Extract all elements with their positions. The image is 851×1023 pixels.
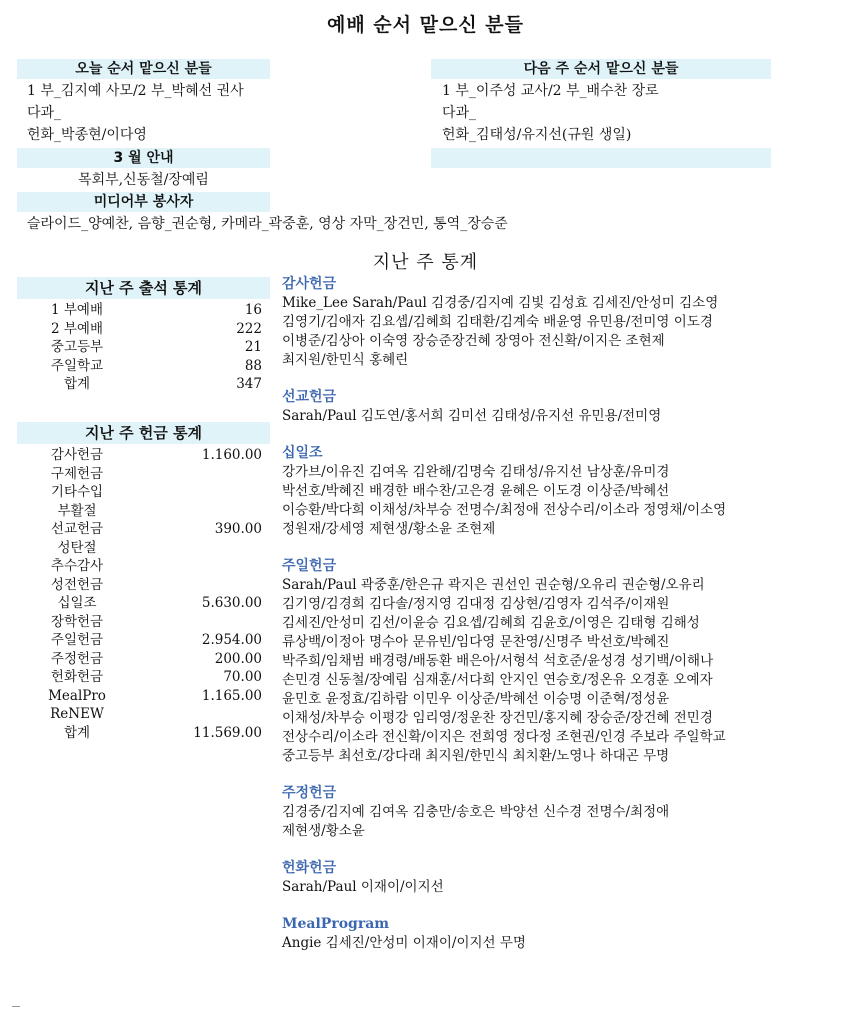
donor-section-body: Sarah/Paul 이재이/이지선: [282, 879, 444, 895]
offering-row-label: 부활절: [57, 502, 97, 519]
offering-row: [22, 687, 262, 706]
offering-row-value: 11.569.00: [193, 724, 262, 741]
donor-section-body: Mike_Lee Sarah/Paul 김경중/김지예 김빛 김성효 김세진/안성미 김소영 김영기/김애자 김요셉/김혜희 김태환/김계숙 배윤영 유민용/전미영 이도경 이병준/김상아 이숙영 장승준장건혜 장영아 전신확/이지은 조현제 최지원/한민식 홍혜린: [282, 295, 719, 368]
today-line-2: 다과_: [27, 105, 62, 121]
attendance-row-label: 1 부예배: [50, 302, 103, 318]
donor-section-title: 선교헌금: [282, 389, 337, 405]
offering-row-value: [132, 465, 262, 484]
next-line-3: 헌화_김태성/유지선(규원 생일): [442, 127, 632, 143]
attendance-header: 지난 주 출석 통계: [17, 277, 270, 299]
attendance-row: [22, 301, 262, 320]
donor-section-title: 주일헌금: [282, 558, 337, 574]
offering-row: [22, 650, 262, 669]
offering-row: [22, 631, 262, 650]
attendance-row-value: 88: [244, 357, 262, 374]
offering-row-value: 5.630.00: [201, 595, 262, 611]
offering-row-value: [132, 613, 262, 632]
offering-row-label: 주정헌금: [50, 650, 104, 667]
offering-row-label: 십일조: [57, 595, 97, 611]
offering-row-label: 장학헌금: [50, 613, 104, 630]
offering-row-value: [132, 557, 262, 576]
donor-section-body: Angie 김세진/안성미 이재이/이지선 무명: [282, 935, 526, 951]
offering-row-value: [132, 705, 262, 724]
attendance-table: [22, 301, 262, 394]
donor-section-title: 주정헌금: [282, 785, 337, 801]
next-line-1: 1 부_이주성 교사/2 부_배수찬 장로: [442, 83, 659, 99]
offering-table: [22, 446, 262, 742]
offering-row: [22, 539, 262, 558]
media-header: 미디어부 봉사자: [17, 192, 270, 212]
attendance-row: [22, 375, 262, 394]
offering-row-label: 선교헌금: [50, 521, 104, 537]
donor-section-title: 십일조: [282, 445, 323, 461]
attendance-row-label: 중고등부: [50, 339, 104, 355]
offering-row: [22, 557, 262, 576]
offering-row: [22, 502, 262, 521]
offering-row: [22, 724, 262, 743]
donor-section: [282, 443, 842, 539]
today-header: 오늘 순서 맡으신 분들: [17, 59, 270, 79]
donor-section-title: 헌화헌금: [282, 860, 337, 876]
stats-title: 지난 주 통계: [372, 252, 479, 273]
donor-section-title: 감사헌금: [282, 276, 337, 292]
attendance-row: [22, 357, 262, 376]
offering-row-label: 성전헌금: [50, 576, 104, 593]
media-text: 슬라이드_양예찬, 음향_권순형, 카메라_곽중훈, 영상 자막_장건민, 통역_장승준: [27, 216, 508, 232]
attendance-row-value: 222: [236, 320, 262, 337]
offering-row-label: 주일헌금: [50, 632, 104, 648]
offering-row-label: 헌화헌금: [50, 669, 104, 685]
next-header: 다음 주 순서 맡으신 분들: [431, 59, 771, 79]
attendance-row-value: 16: [244, 302, 262, 318]
march-text: 목회부,신동철/장예림: [78, 172, 209, 188]
donor-section-title: MealProgram: [282, 916, 390, 932]
donor-section: [282, 914, 842, 953]
offering-row-label: 추수감사: [50, 558, 104, 574]
offering-row-value: [132, 539, 262, 558]
offering-row-value: [132, 502, 262, 521]
offering-row-label: ReNEW: [50, 706, 104, 722]
offering-row-label: MealPro: [48, 687, 106, 704]
next-line-2: 다과_: [442, 105, 477, 121]
donor-section: [282, 274, 842, 370]
offering-row-label: 기타수입: [50, 484, 104, 500]
today-line-3: 헌화_박종현/이다영: [27, 127, 147, 143]
march-header: 3 월 안내: [17, 148, 270, 168]
offering-row-value: 70.00: [223, 669, 262, 685]
offering-row-value: 2.954.00: [201, 632, 262, 648]
offering-row-value: 390.00: [214, 521, 262, 537]
page-title: 예배 순서 맡으신 분들: [326, 14, 525, 36]
offering-row-label: 성탄절: [57, 539, 97, 556]
donor-section: [282, 858, 842, 897]
offering-donor-sections: [282, 274, 842, 970]
offering-row: [22, 446, 262, 465]
offering-row-value: 1.165.00: [201, 687, 262, 704]
donor-section: [282, 783, 842, 841]
attendance-row: [22, 320, 262, 339]
offering-row-value: 1.160.00: [201, 447, 262, 463]
donor-section: [282, 387, 842, 426]
offering-row: [22, 576, 262, 595]
offering-row: [22, 520, 262, 539]
attendance-row-label: 합계: [63, 376, 91, 392]
donor-section: [282, 556, 842, 766]
offering-header: 지난 주 헌금 통계: [17, 422, 270, 444]
offering-row: [22, 613, 262, 632]
offering-row: [22, 483, 262, 502]
offering-row-label: 구제헌금: [50, 465, 104, 482]
offering-row-value: [132, 483, 262, 502]
offering-row: [22, 594, 262, 613]
attendance-row-label: 2 부예배: [50, 320, 103, 337]
offering-row-label: 합계: [63, 724, 91, 741]
attendance-row-label: 주일학교: [50, 357, 104, 374]
offering-row: [22, 668, 262, 687]
offering-row-label: 감사헌금: [50, 447, 104, 463]
offering-row: [22, 705, 262, 724]
donor-section-body: 강가브/이유진 김여옥 김완해/김명숙 김태성/유지선 남상훈/유미경 박선호/박혜진 배경한 배수찬/고은경 윤혜은 이도경 이상준/박혜선 이승환/박다희 이채성/차부승 전명수/최정애 전상수리/이소라 정영채/이소영 정원재/강세영 제현생/황소윤 조현제: [282, 464, 727, 537]
footer-dash: [12, 1006, 20, 1007]
attendance-row-value: 21: [244, 339, 262, 355]
offering-row-value: [132, 576, 262, 595]
offering-row: [22, 465, 262, 484]
today-line-1: 1 부_김지예 사모/2 부_박혜선 권사: [27, 83, 244, 99]
attendance-row-value: 347: [236, 376, 262, 392]
donor-section-body: Sarah/Paul 곽중훈/한은규 곽지은 권선인 권순형/오유리 권순형/오유리 김기영/김경희 김다솔/정지영 김대정 김상현/김영자 김석주/이재원 김세진/안성미 김선/이윤승 김요셉/김혜희 김윤호/이영은 김태형 김해성 류상백/이정아 명수아 문유빈/임다영 문찬영/신명주 박선호/박혜진 박주희/임채범 배경령/배동환 배은아/서형석 석호준/윤성경 성기백/이해나 손민경 신동철/장예림 심재훈/서다희 안지인 연승호/정온유 오경훈 오예자 윤민호 윤정효/김하람 이민우 이상준/박혜선 이승명 이준혁/정성윤 이채성/차부승 이평강 임리영/정운찬 장건민/홍지혜 장승준/장건혜 전민경 전상수리/이소라 전신확/이지은 전희영 정다정 조현권/인경 주보라 주일학교 중고등부 최선호/강다래 최지원/한민식 최치환/노영나 하대곤 무명: [282, 577, 726, 764]
next-empty-band: [431, 148, 771, 168]
donor-section-body: Sarah/Paul 김도연/홍서희 김미선 김태성/유지선 유민용/전미영: [282, 408, 662, 424]
attendance-row: [22, 338, 262, 357]
donor-section-body: 김경중/김지예 김여옥 김충만/송호은 박양선 신수경 전명수/최정애 제현생/황소윤: [282, 804, 670, 839]
offering-row-value: 200.00: [214, 650, 262, 667]
